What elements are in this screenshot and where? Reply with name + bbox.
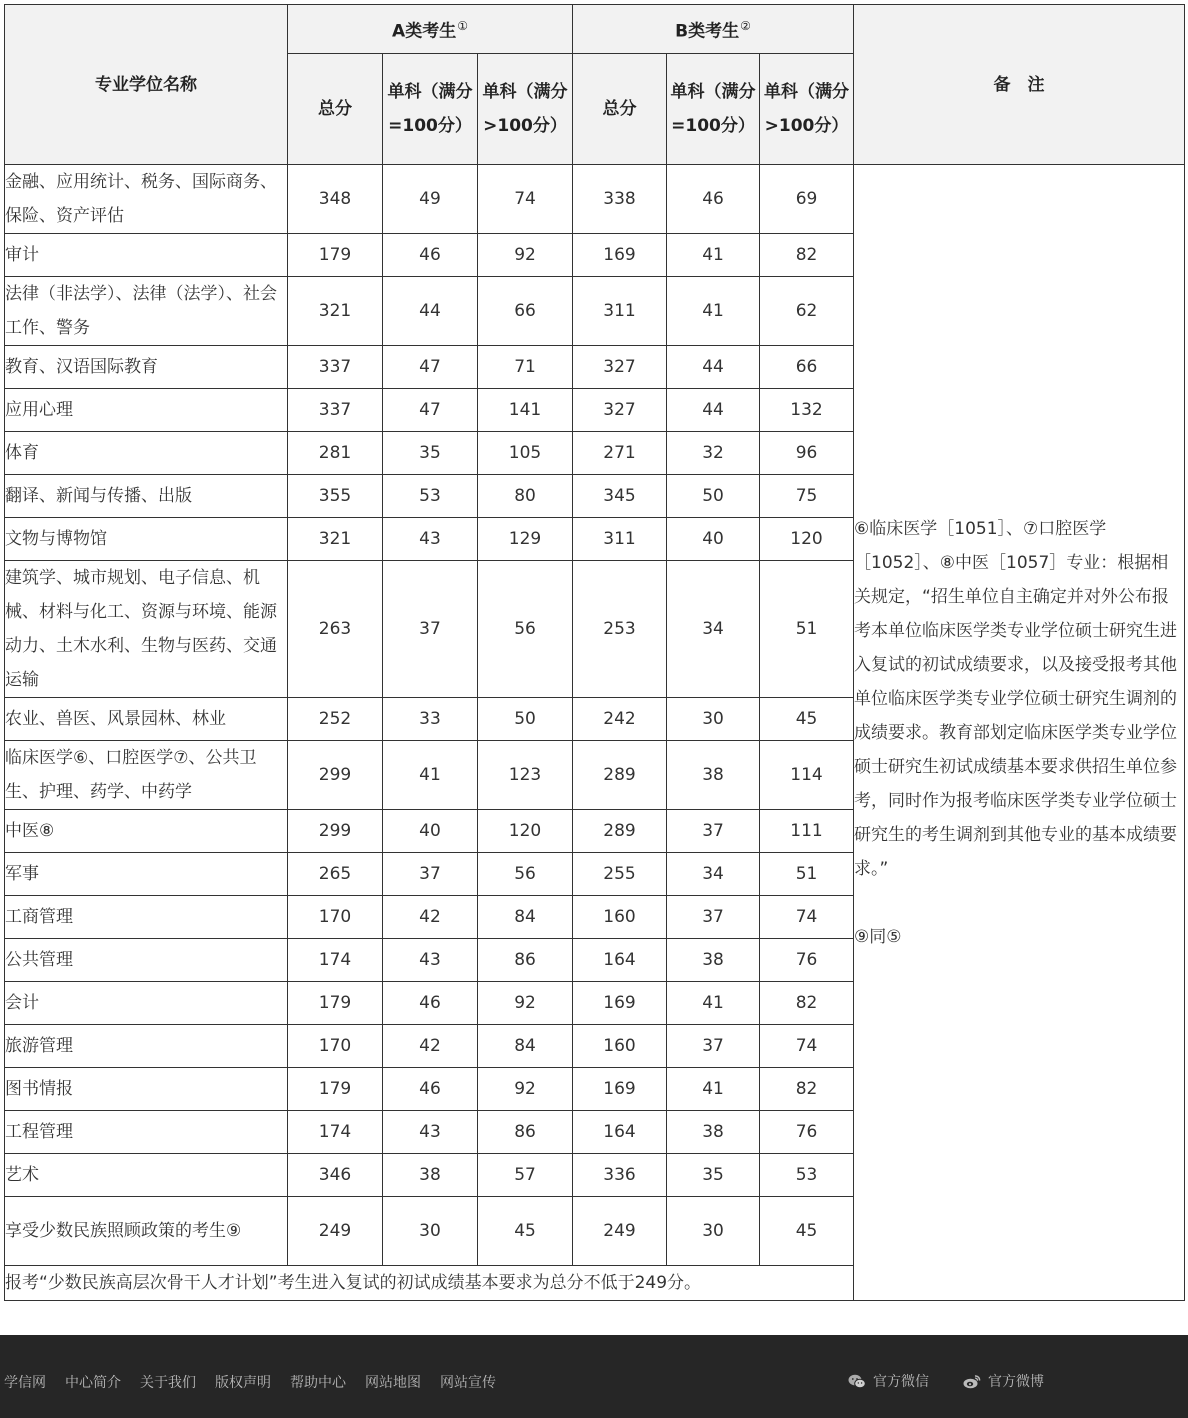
degree-name: 金融、应用统计、税务、国际商务、保险、资产评估 [5, 165, 288, 234]
b-single-eq100: 37 [667, 1025, 760, 1068]
score-requirements-table [4, 4, 1185, 1301]
header-a-single-eq100: 单科（满分 =100分） [383, 54, 478, 165]
a-single-gt100: 123 [478, 741, 573, 810]
degree-name: 农业、兽医、风景园林、林业 [5, 698, 288, 741]
b-total: 169 [573, 234, 667, 277]
degree-name: 工商管理 [5, 896, 288, 939]
b-single-eq100: 41 [667, 277, 760, 346]
a-single-eq100: 44 [383, 277, 478, 346]
b-single-eq100: 38 [667, 939, 760, 982]
a-single-eq100: 46 [383, 1068, 478, 1111]
b-total: 164 [573, 1111, 667, 1154]
b-single-eq100: 30 [667, 1197, 760, 1266]
note-cell [854, 165, 1185, 1301]
header-group-a [288, 5, 573, 54]
b-single-gt100: 51 [760, 561, 854, 698]
table-row [5, 165, 1185, 234]
a-total: 337 [288, 389, 383, 432]
wechat-icon [848, 1374, 866, 1389]
footer-link-help[interactable]: 帮助中心 [290, 1375, 346, 1391]
b-single-eq100: 30 [667, 698, 760, 741]
group-b-footnote-mark: ② [740, 19, 751, 34]
official-weibo-link[interactable] [963, 1371, 1044, 1391]
b-single-gt100: 76 [760, 1111, 854, 1154]
a-single-gt100: 71 [478, 346, 573, 389]
a-single-eq100: 35 [383, 432, 478, 475]
b-single-gt100: 111 [760, 810, 854, 853]
b-single-eq100: 44 [667, 346, 760, 389]
a-total: 337 [288, 346, 383, 389]
degree-name: 艺术 [5, 1154, 288, 1197]
a-total: 299 [288, 810, 383, 853]
weibo-icon [963, 1374, 981, 1389]
header-a-single-gt100: 单科（满分 >100分） [478, 54, 573, 165]
a-single-eq100: 43 [383, 518, 478, 561]
b-total: 327 [573, 389, 667, 432]
a-total: 281 [288, 432, 383, 475]
a-single-gt100: 84 [478, 896, 573, 939]
a-single-eq100: 47 [383, 346, 478, 389]
b-single-eq100: 35 [667, 1154, 760, 1197]
b-single-eq100: 38 [667, 1111, 760, 1154]
b-single-gt100: 75 [760, 475, 854, 518]
a-single-eq100: 40 [383, 810, 478, 853]
degree-name: 教育、汉语国际教育 [5, 346, 288, 389]
b-single-gt100: 132 [760, 389, 854, 432]
a-single-eq100: 46 [383, 982, 478, 1025]
a-single-gt100: 129 [478, 518, 573, 561]
degree-name: 建筑学、城市规划、电子信息、机械、材料与化工、资源与环境、能源动力、土木水利、生物与医药、交通运输 [5, 561, 288, 698]
b-single-gt100: 120 [760, 518, 854, 561]
footer-link-copyright[interactable]: 版权声明 [215, 1375, 271, 1391]
b-total: 169 [573, 1068, 667, 1111]
b-single-gt100: 45 [760, 1197, 854, 1266]
a-single-gt100: 56 [478, 853, 573, 896]
b-single-gt100: 51 [760, 853, 854, 896]
official-weibo-label: 官方微博 [988, 1374, 1044, 1390]
a-single-gt100: 105 [478, 432, 573, 475]
a-single-eq100: 49 [383, 165, 478, 234]
a-single-eq100: 43 [383, 1111, 478, 1154]
a-total: 249 [288, 1197, 383, 1266]
a-single-eq100: 37 [383, 561, 478, 698]
a-total: 170 [288, 1025, 383, 1068]
b-single-gt100: 66 [760, 346, 854, 389]
a-total: 348 [288, 165, 383, 234]
a-single-gt100: 84 [478, 1025, 573, 1068]
score-table-container [4, 4, 1184, 1301]
a-single-eq100: 30 [383, 1197, 478, 1266]
a-single-gt100: 86 [478, 939, 573, 982]
degree-name: 审计 [5, 234, 288, 277]
degree-name: 工程管理 [5, 1111, 288, 1154]
b-single-eq100: 38 [667, 741, 760, 810]
header-a-total: 总分 [288, 54, 383, 165]
b-single-eq100: 37 [667, 810, 760, 853]
b-single-gt100: 82 [760, 234, 854, 277]
a-single-gt100: 56 [478, 561, 573, 698]
a-total: 170 [288, 896, 383, 939]
a-single-gt100: 86 [478, 1111, 573, 1154]
b-total: 255 [573, 853, 667, 896]
a-total: 321 [288, 277, 383, 346]
degree-name: 法律（非法学）、法律（法学）、社会工作、警务 [5, 277, 288, 346]
a-single-eq100: 37 [383, 853, 478, 896]
b-single-gt100: 74 [760, 1025, 854, 1068]
b-single-eq100: 32 [667, 432, 760, 475]
a-total: 321 [288, 518, 383, 561]
a-single-gt100: 57 [478, 1154, 573, 1197]
minority-plan-footnote: 报考“少数民族高层次骨干人才计划”考生进入复试的初试成绩基本要求为总分不低于249分。 [5, 1266, 854, 1301]
b-total: 311 [573, 277, 667, 346]
header-group-b [573, 5, 854, 54]
footer-link-promotion[interactable]: 网站宣传 [440, 1375, 496, 1391]
b-total: 249 [573, 1197, 667, 1266]
b-single-gt100: 53 [760, 1154, 854, 1197]
b-single-gt100: 96 [760, 432, 854, 475]
b-single-gt100: 82 [760, 982, 854, 1025]
a-total: 174 [288, 939, 383, 982]
degree-name: 文物与博物馆 [5, 518, 288, 561]
degree-name: 军事 [5, 853, 288, 896]
a-single-gt100: 141 [478, 389, 573, 432]
a-total: 299 [288, 741, 383, 810]
a-single-gt100: 120 [478, 810, 573, 853]
b-single-eq100: 37 [667, 896, 760, 939]
a-total: 252 [288, 698, 383, 741]
a-single-eq100: 33 [383, 698, 478, 741]
b-total: 338 [573, 165, 667, 234]
a-single-eq100: 53 [383, 475, 478, 518]
a-single-gt100: 45 [478, 1197, 573, 1266]
b-single-eq100: 34 [667, 561, 760, 698]
b-single-eq100: 46 [667, 165, 760, 234]
a-total: 265 [288, 853, 383, 896]
footer-link-about-us[interactable]: 关于我们 [140, 1375, 196, 1391]
official-wechat-label: 官方微信 [873, 1374, 929, 1390]
b-total: 345 [573, 475, 667, 518]
header-b-single-eq100: 单科（满分 =100分） [667, 54, 760, 165]
a-single-gt100: 92 [478, 234, 573, 277]
a-total: 346 [288, 1154, 383, 1197]
note-paragraph-minority: ⑨同⑤ [854, 926, 902, 947]
b-total: 311 [573, 518, 667, 561]
b-single-eq100: 41 [667, 1068, 760, 1111]
degree-name: 临床医学⑥、口腔医学⑦、公共卫生、护理、药学、中药学 [5, 741, 288, 810]
b-single-eq100: 50 [667, 475, 760, 518]
a-single-gt100: 92 [478, 982, 573, 1025]
degree-name: 中医⑧ [5, 810, 288, 853]
degree-name: 公共管理 [5, 939, 288, 982]
degree-name: 图书情报 [5, 1068, 288, 1111]
b-single-eq100: 41 [667, 234, 760, 277]
b-single-eq100: 34 [667, 853, 760, 896]
header-degree-name: 专业学位名称 [5, 5, 288, 165]
a-single-eq100: 47 [383, 389, 478, 432]
b-single-gt100: 82 [760, 1068, 854, 1111]
a-total: 179 [288, 982, 383, 1025]
group-a-footnote-mark: ① [457, 19, 468, 34]
a-single-eq100: 42 [383, 896, 478, 939]
footer-social [848, 1371, 1078, 1391]
b-total: 164 [573, 939, 667, 982]
degree-name: 享受少数民族照顾政策的考生⑨ [5, 1197, 288, 1266]
b-total: 160 [573, 896, 667, 939]
a-single-gt100: 50 [478, 698, 573, 741]
b-single-eq100: 44 [667, 389, 760, 432]
degree-name: 应用心理 [5, 389, 288, 432]
a-single-gt100: 92 [478, 1068, 573, 1111]
b-total: 327 [573, 346, 667, 389]
b-single-gt100: 76 [760, 939, 854, 982]
a-single-eq100: 38 [383, 1154, 478, 1197]
a-total: 179 [288, 234, 383, 277]
header-note: 备 注 [854, 5, 1185, 165]
b-total: 289 [573, 741, 667, 810]
b-total: 336 [573, 1154, 667, 1197]
degree-name: 旅游管理 [5, 1025, 288, 1068]
group-b-label: B类考生 [675, 21, 740, 42]
a-total: 355 [288, 475, 383, 518]
b-single-gt100: 45 [760, 698, 854, 741]
b-single-eq100: 41 [667, 982, 760, 1025]
b-total: 160 [573, 1025, 667, 1068]
group-a-label: A类考生 [392, 21, 457, 42]
footer-links [4, 1372, 515, 1392]
a-single-gt100: 74 [478, 165, 573, 234]
a-single-eq100: 43 [383, 939, 478, 982]
b-single-gt100: 62 [760, 277, 854, 346]
b-total: 169 [573, 982, 667, 1025]
note-paragraph-clinical: ⑥临床医学［1051］、⑦口腔医学［1052］、⑧中医［1057］专业：根据相关规定，“招生单位自主确定并对外公布报考本单位临床医学类专业学位硕士研究生进入复试的初试成绩要求，以及接受报考其他单位临床医学类专业学位硕士研究生调剂的成绩要求。教育部划定临床医学类专业学位硕士研究生初试成绩基本要求供招生单位参考，同时作为报考临床医学类专业学位硕士研究生的考生调剂到其他专业的基本成绩要求。” [854, 518, 1178, 879]
a-single-eq100: 41 [383, 741, 478, 810]
b-single-gt100: 114 [760, 741, 854, 810]
a-single-gt100: 80 [478, 475, 573, 518]
footer-link-chsi[interactable]: 学信网 [4, 1375, 46, 1391]
b-total: 289 [573, 810, 667, 853]
b-single-gt100: 74 [760, 896, 854, 939]
b-total: 271 [573, 432, 667, 475]
site-footer [0, 1335, 1188, 1418]
degree-name: 翻译、新闻与传播、出版 [5, 475, 288, 518]
b-total: 242 [573, 698, 667, 741]
footer-link-about-center[interactable]: 中心简介 [65, 1375, 121, 1391]
a-total: 263 [288, 561, 383, 698]
a-single-eq100: 46 [383, 234, 478, 277]
b-single-eq100: 40 [667, 518, 760, 561]
header-b-total: 总分 [573, 54, 667, 165]
degree-name: 会计 [5, 982, 288, 1025]
official-wechat-link[interactable] [848, 1371, 929, 1391]
a-single-eq100: 42 [383, 1025, 478, 1068]
a-total: 179 [288, 1068, 383, 1111]
a-single-gt100: 66 [478, 277, 573, 346]
b-total: 253 [573, 561, 667, 698]
header-b-single-gt100: 单科（满分 >100分） [760, 54, 854, 165]
footer-link-sitemap[interactable]: 网站地图 [365, 1375, 421, 1391]
a-total: 174 [288, 1111, 383, 1154]
b-single-gt100: 69 [760, 165, 854, 234]
degree-name: 体育 [5, 432, 288, 475]
